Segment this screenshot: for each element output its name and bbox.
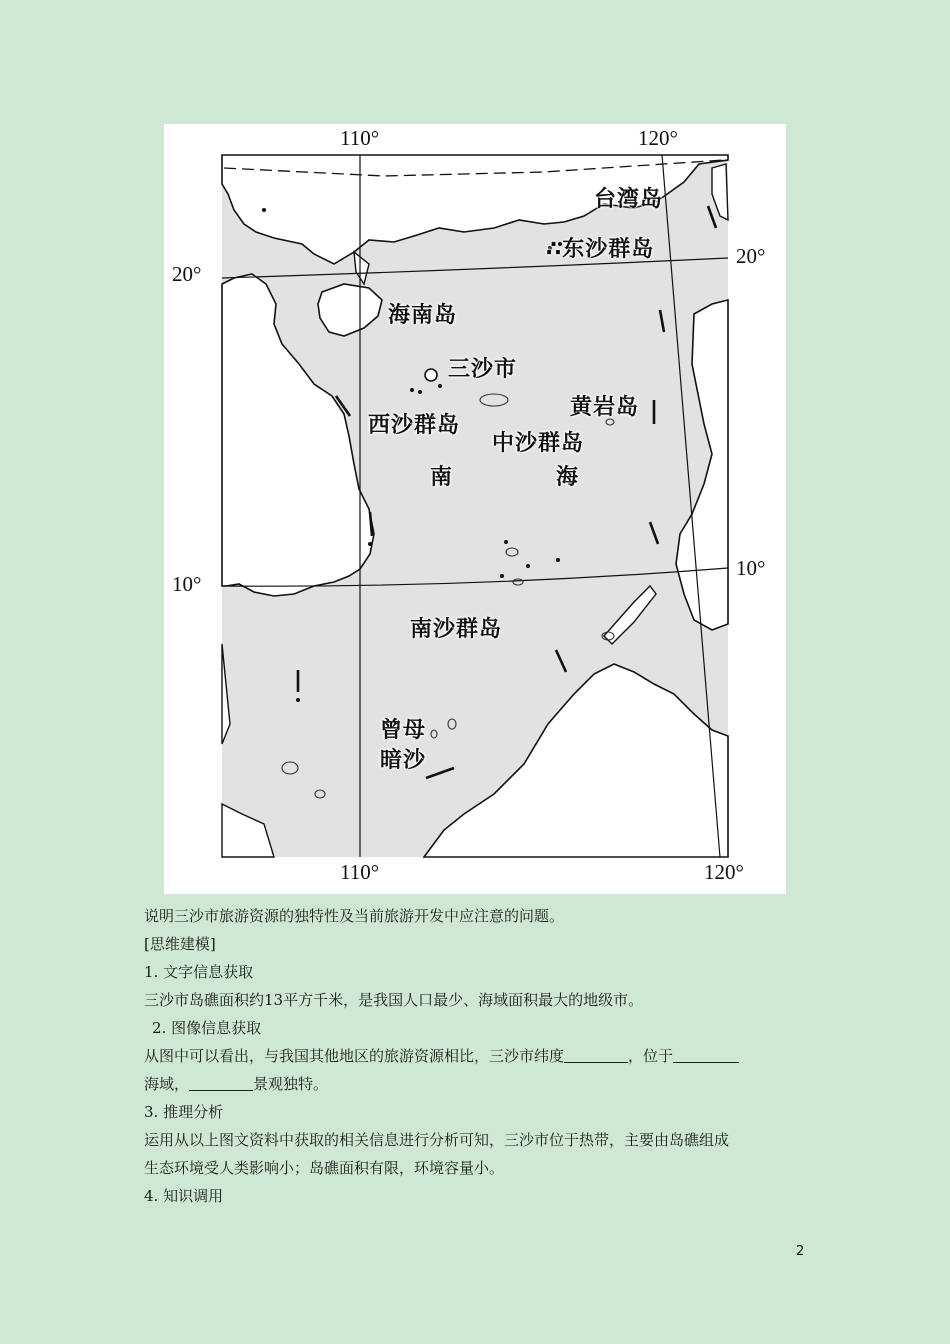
lon-label-120-top: 120° [638,126,678,150]
label-xisha: 西沙群岛 [368,413,461,438]
step2-part1: 从图中可以看出，与我国其他地区的旅游资源相比，三沙市纬度 [144,1047,565,1065]
island-dot [262,208,266,212]
label-taiwan: 台湾岛 [594,187,664,212]
lat-label-20-right: 20° [736,244,766,268]
step3-title: 3. 推理分析 [144,1103,224,1121]
label-dongsha: ∴东沙群岛 [546,237,655,262]
lon-label-110-top: 110° [340,126,380,150]
step2-part3: 海域， [144,1075,190,1093]
step2-part4: 景观独特。 [253,1075,329,1093]
step3-line1: 运用从以上图文资料中获取的相关信息进行分析可知，三沙市位于热带，主要由岛礁组成 [144,1131,730,1149]
section-heading: [思维建模] [144,935,216,953]
question-line: 说明三沙市旅游资源的独特性及当前旅游开发中应注意的问题。 [144,907,565,925]
lon-label-110-bottom: 110° [340,860,380,884]
label-sea-hai: 海 [556,465,580,490]
step2-part2: ，位于 [628,1047,674,1065]
map-drawing [164,124,786,894]
island-dot [500,574,504,578]
label-hainan: 海南岛 [388,303,458,328]
label-huangyan: 黄岩岛 [570,395,640,420]
step2-line1 [144,1042,824,1070]
island-dot [410,388,414,392]
step2-line2 [144,1070,824,1098]
lat-label-10-right: 10° [736,556,766,580]
step4-title: 4. 知识调用 [144,1187,224,1205]
label-zengmu-line1: 曾母 [380,718,427,743]
label-sea-nan: 南 [430,465,454,490]
sea-area-blank[interactable] [673,1046,739,1063]
island-dot [438,384,442,388]
sansha-city-marker [425,369,437,381]
island-dot [556,558,560,562]
label-nansha: 南沙群岛 [410,617,503,642]
lat-label-20-left: 20° [172,262,202,286]
lat-label-10-left: 10° [172,572,202,596]
lon-label-120-bottom: 120° [704,860,744,884]
landscape-blank[interactable] [189,1074,253,1091]
step1-title: 1. 文字信息获取 [144,963,254,981]
step1-body: 三沙市岛礁面积约13平方千米，是我国人口最少、海域面积最大的地级市。 [144,991,644,1009]
label-zengmu-line2: 暗沙 [380,748,427,773]
south-china-sea-map [164,124,786,894]
island-dot [526,564,530,568]
island-dot [504,540,508,544]
label-zengmu [380,716,426,776]
step3-line2: 生态环境受人类影响小；岛礁面积有限，环境容量小。 [144,1159,505,1177]
latitude-blank[interactable] [564,1046,628,1063]
page-number: 2 [796,1244,805,1259]
label-sansha: 三沙市 [448,357,518,382]
step2-title: 2. 图像信息获取 [152,1019,262,1037]
island-dot [418,390,422,394]
label-zhongsha: 中沙群岛 [492,431,585,456]
question-text [144,902,824,1210]
island-dot [368,542,372,546]
island-dot [296,698,300,702]
